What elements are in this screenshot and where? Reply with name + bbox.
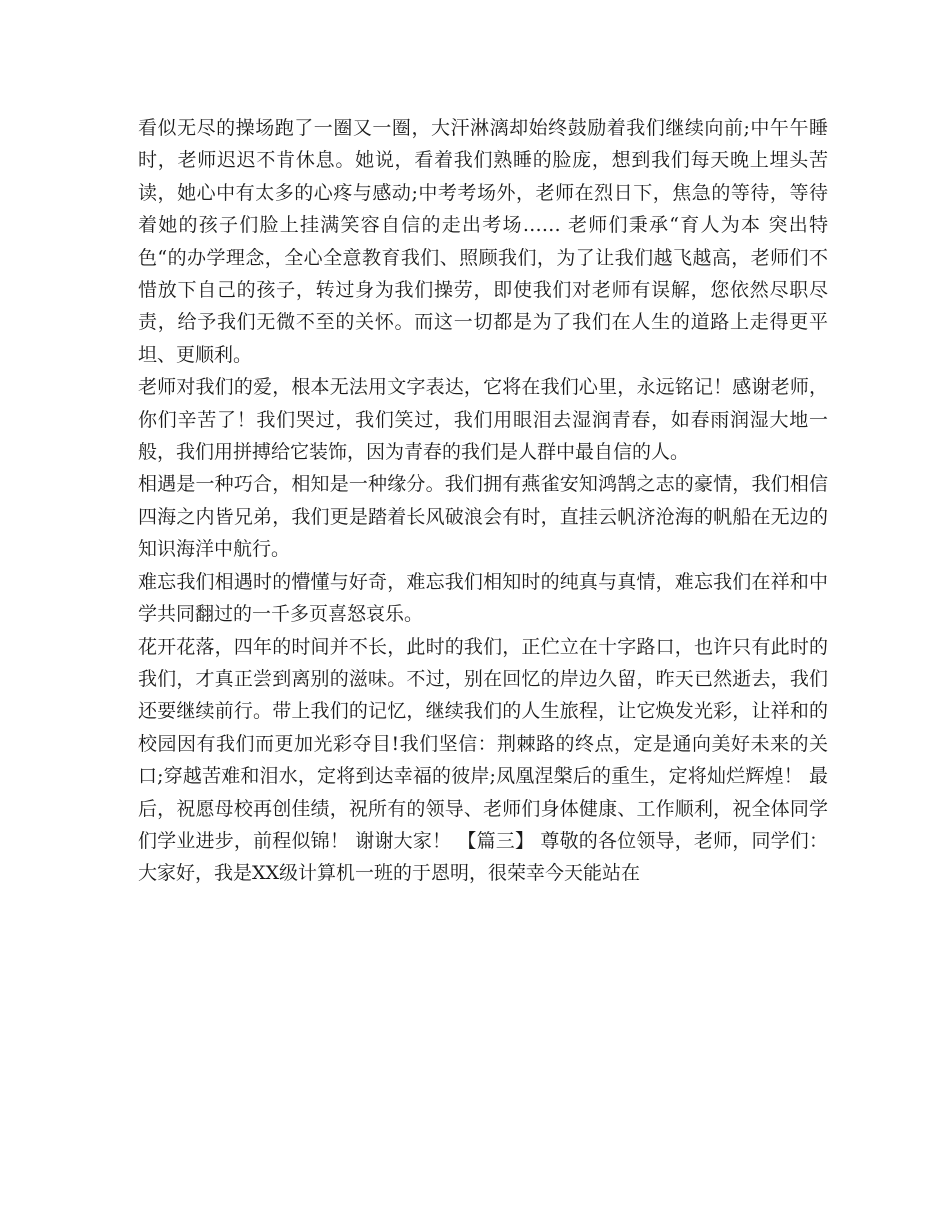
document-body bbox=[138, 112, 841, 890]
paragraph-4: 难忘我们相遇时的懵懂与好奇，难忘我们相知时的纯真与真情，难忘我们在祥和中学共同翻过的一千多页喜怒哀乐。 bbox=[138, 570, 828, 626]
paragraph-1: 看似无尽的操场跑了一圈又一圈，大汗淋漓却始终鼓励着我们继续向前;中午午睡时，老师迟迟不肯休息。她说，看着我们熟睡的脸庞，想到我们每天晚上埋头苦读，她心中有太多的心疼与感动;中考考场外，老师在烈日下，焦急的等待，等待着她的孩子们脸上挂满笑容自信的走出考场…… 老师们秉承“育人为本 突出特色“的办学理念，全心全意教育我们、照顾我们，为了让我们越飞越高，老师们不惜放下自己的孩子，转过身为我们操劳，即使我们对老师有误解，您依然尽职尽责，给予我们无微不至的关怀。而这一切都是为了我们在人生的道路上走得更平坦、更顺利。 bbox=[138, 117, 828, 366]
paragraph-3: 相遇是一种巧合，相知是一种缘分。我们拥有燕雀安知鸿鹄之志的豪情，我们相信四海之内皆兄弟，我们更是踏着长风破浪会有时，直挂云帆济沧海的帆船在无边的知识海洋中航行。 bbox=[138, 473, 828, 561]
paragraph-2: 老师对我们的爱，根本无法用文字表达，它将在我们心里，永远铭记！感谢老师，你们辛苦了！我们哭过，我们笑过，我们用眼泪去湿润青春，如春雨润湿大地一般，我们用拼搏给它装饰，因为青春的我们是人群中最自信的人。 bbox=[138, 376, 828, 464]
paragraph-5: 花开花落，四年的时间并不长，此时的我们，正伫立在十字路口，也许只有此时的我们，才真正尝到离别的滋味。不过，别在回忆的岸边久留，昨天已然逝去，我们还要继续前行。带上我们的记忆，继续我们的人生旅程，让它焕发光彩，让祥和的校园因有我们而更加光彩夺目!我们坚信：荆棘路的终点，定是通向美好未来的关口;穿越苦难和泪水，定将到达幸福的彼岸;凤凰涅槃后的重生，定将灿烂辉煌！ 最后，祝愿母校再创佳绩，祝所有的领导、老师们身体健康、工作顺利，祝全体同学们学业进步，前程似锦！ 谢谢大家！ 【篇三】 尊敬的各位领导，老师，同学们： 大家好，我是XX级计算机一班的于恩明，很荣幸今天能站在 bbox=[138, 635, 841, 885]
